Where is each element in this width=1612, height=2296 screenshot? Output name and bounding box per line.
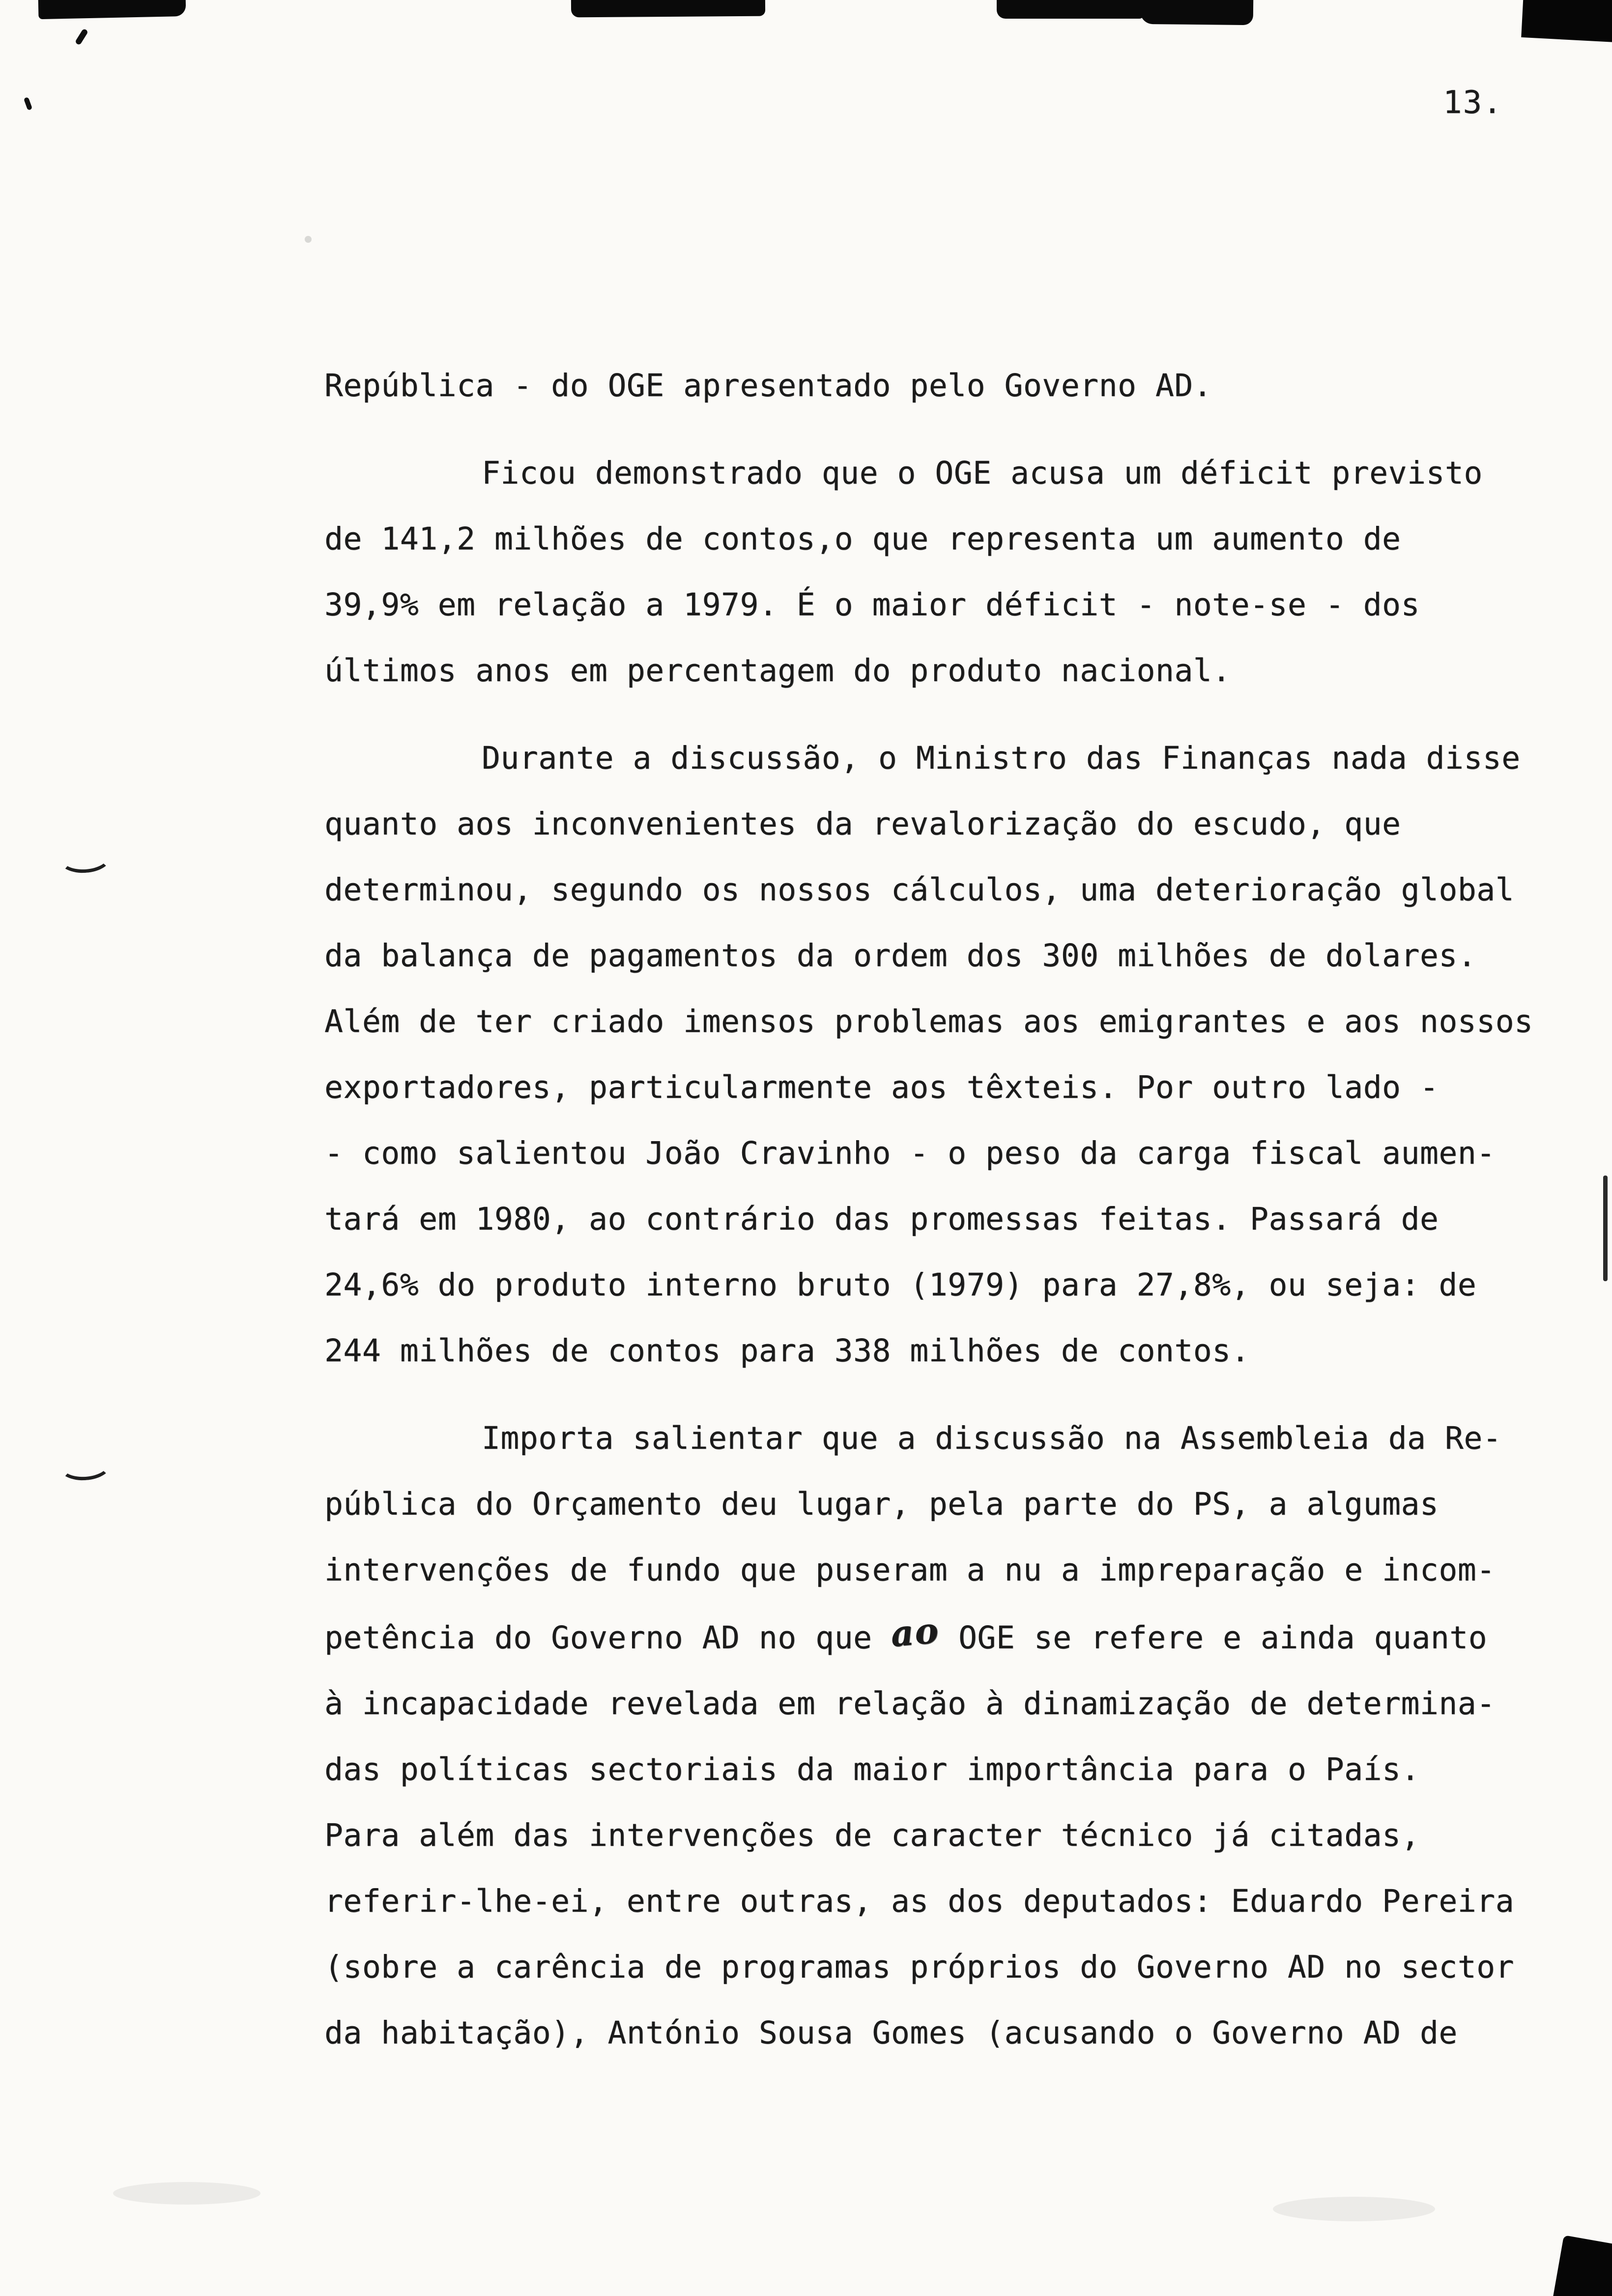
toner-block-bottom-right-artifact — [1551, 2235, 1612, 2296]
pen-tick-mark — [75, 28, 88, 45]
toner-bar-top-right-artifact-2 — [1140, 0, 1254, 25]
toner-streak-right-edge-artifact — [1603, 1176, 1608, 1281]
text-segment: OGE se refere e ainda quanto — [939, 1620, 1488, 1656]
text-line: da balança de pagamentos da ordem dos 300 milhões de dolares. — [324, 938, 1477, 974]
toner-block-top-corner-artifact — [1521, 0, 1612, 43]
document-body — [324, 353, 1533, 2088]
text-line: de 141,2 milhões de contos,o que representa um aumento de — [324, 521, 1401, 557]
paragraph — [324, 353, 1533, 419]
text-line: à incapacidade revelada em relação à dinamização de determina- — [324, 1686, 1496, 1722]
text-line: - como salientou João Cravinho - o peso da carga fiscal aumen- — [324, 1135, 1496, 1171]
text-line: tará em 1980, ao contrário das promessas feitas. Passará de — [324, 1201, 1439, 1237]
pen-curve-mark — [58, 841, 112, 874]
text-line: da habitação), António Sousa Gomes (acusando o Governo AD de — [324, 2015, 1458, 2051]
text-line: 244 milhões de contos para 338 milhões de contos. — [324, 1333, 1250, 1369]
handwritten-insertion: ao — [889, 1608, 941, 1655]
toner-bar-top-center-artifact — [571, 0, 765, 17]
text-line: Importa salientar que a discussão na Assembleia da Re- — [482, 1420, 1502, 1456]
text-line: quanto aos inconvenientes da revalorização do escudo, que — [324, 806, 1401, 842]
scan-smudge — [305, 236, 312, 243]
paragraph — [324, 1406, 1533, 2066]
text-line: Durante a discussão, o Ministro das Finanças nada disse — [482, 740, 1521, 776]
text-line: últimos anos em percentagem do produto nacional. — [324, 653, 1231, 689]
paragraph — [324, 725, 1533, 1384]
text-line — [324, 1603, 1533, 1671]
text-line: 39,9% em relação a 1979. É o maior déficit - note-se - dos — [324, 587, 1420, 623]
text-line: Além de ter criado imensos problemas aos emigrantes e aos nossos — [324, 1004, 1533, 1039]
text-line: Para além das intervenções de caracter técnico já citadas, — [324, 1817, 1420, 1853]
text-line: (sobre a carência de programas próprios do Governo AD no sector — [324, 1949, 1515, 1985]
paragraph — [324, 440, 1533, 704]
text-line: Ficou demonstrado que o OGE acusa um déficit previsto — [482, 455, 1483, 491]
toner-bar-top-left-artifact — [38, 0, 186, 19]
scan-smudge — [113, 2182, 260, 2205]
text-line: intervenções de fundo que puseram a nu a impreparação e incom- — [324, 1552, 1496, 1588]
text-line: 24,6% do produto interno bruto (1979) para 27,8%, ou seja: de — [324, 1267, 1477, 1303]
text-segment: petência do Governo AD no que — [324, 1620, 891, 1656]
text-line: República - do OGE apresentado pelo Governo AD. — [324, 368, 1212, 403]
pen-curve-mark — [58, 1449, 112, 1482]
pen-tick-mark — [24, 97, 32, 111]
text-line: referir-lhe-ei, entre outras, as dos deputados: Eduardo Pereira — [324, 1883, 1515, 1919]
toner-bar-top-right-artifact — [997, 0, 1144, 19]
text-line: pública do Orçamento deu lugar, pela parte do PS, a algumas — [324, 1486, 1439, 1522]
text-line: determinou, segundo os nossos cálculos, uma deterioração global — [324, 872, 1515, 908]
text-line: das políticas sectoriais da maior importância para o País. — [324, 1751, 1420, 1787]
page-number: 13. — [1443, 85, 1503, 121]
text-line: exportadores, particularmente aos têxteis. Por outro lado - — [324, 1069, 1439, 1105]
scan-smudge — [1273, 2197, 1435, 2221]
